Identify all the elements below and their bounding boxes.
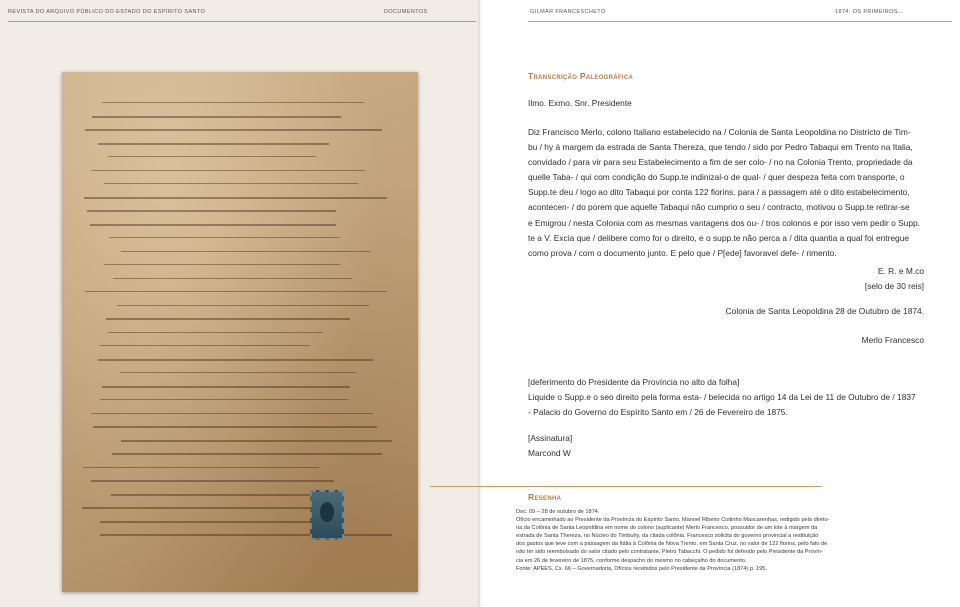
resenha-line: dos gastos que teve com a passagem da Itália à Colônia de Nova Trento, em Santa Cruz, no valor de 122 fiorins, pelo fato de <box>516 541 828 548</box>
deferimento-block <box>528 375 924 420</box>
petition-line: Supp.te deu / logo ao dito Tabaqui por conta 122 fiorins, para / a passagem até o dito estabelecimento, <box>528 187 910 198</box>
handwriting-stroke <box>111 494 340 496</box>
handwriting-stroke <box>120 372 356 373</box>
handwriting-stroke <box>121 440 392 442</box>
left-section-label: DOCUMENTOS <box>384 9 428 15</box>
handwriting-stroke <box>84 197 387 199</box>
resenha-line: estrada de Santa Thereza, no Núcleo do Timbuhy, da citada colônia. Francesco solicita do governo provincial a restituição <box>516 533 819 540</box>
handwriting-stroke <box>104 264 340 265</box>
handwriting-stroke <box>121 251 370 252</box>
petition-line: bu / hy á margem da estrada de Santa Thereza, que tendo / sido por Pedro Tabaqui em Trento na Italia, <box>528 142 913 153</box>
handwriting-stroke <box>108 156 316 157</box>
handwriting-stroke <box>113 278 352 279</box>
handwriting-stroke <box>93 426 377 428</box>
place-date: Colonia de Santa Leopoldina 28 de Outubro de 1874. <box>725 306 924 316</box>
resenha-line: Fonte: APEES, Cx. 66 – Governadoria, Ofícios recebidos pelo Presidente da Província (1874) p. 195. <box>516 565 767 572</box>
postage-stamp <box>310 490 344 540</box>
deferimento-line: [deferimento do Presidente da Província no alto da folha] <box>528 377 740 387</box>
petition-paragraph <box>528 125 924 261</box>
right-running-header-author: GILMAR FRANCESCHETO <box>530 9 606 15</box>
resenha-heading: Resenha <box>528 492 562 502</box>
petitioner-signature: Merlo Francesco <box>861 335 924 345</box>
closing-formula: E. R. e M.co <box>877 266 924 276</box>
handwriting-stroke <box>87 210 336 212</box>
handwriting-stroke <box>112 453 382 455</box>
handwriting-stroke <box>82 507 322 509</box>
stamp-portrait <box>320 502 334 522</box>
handwriting-stroke <box>85 129 382 131</box>
handwriting-stroke <box>98 143 329 145</box>
handwriting-stroke <box>91 480 334 482</box>
handwriting-stroke <box>90 224 336 226</box>
handwriting-stroke <box>91 413 373 414</box>
petition-line: quelle Taba- / qui com condição do Supp.te indinizal-o de qual- / quer despeza feita com transporte, o <box>528 172 905 183</box>
handwriting-stroke <box>104 183 358 184</box>
deferimento-line: - Palacio do Governo do Espírito Santo em / 26 de Fevereiro de 1875. <box>528 407 788 418</box>
handwriting-stroke <box>100 345 310 346</box>
resenha-line: cia em 26 de fevereiro de 1875, conforme despacho do mesmo no cabeçalho do documento. <box>516 557 747 564</box>
left-header-rule <box>8 21 476 22</box>
assinatura-name: Marcond W <box>528 448 571 459</box>
manuscript-photo <box>62 72 418 592</box>
right-running-header-chapter: 1874: OS PRIMEIROS... <box>835 9 904 15</box>
petition-line: e Emigrou / nesta Colonia com as mesmas vantagens dos ou- / tros colonos e por isso vem pedir o Supp. <box>528 217 920 228</box>
handwriting-stroke <box>109 237 340 238</box>
handwriting-stroke <box>100 399 348 400</box>
assinatura-block <box>528 431 924 461</box>
resenha-line: ria da Colônia de Santa Leopoldina em nome do colono (suplicante) Merlo Francesco, possuidor de um lote à margem da <box>516 525 818 532</box>
petition-line: como prova / com o documento junto. E pelo que / P[ede] favoravel defe- / rimento. <box>528 247 837 258</box>
petition-line: acontecen- / do porem que aquelle Tabaqui não cumprio o seu / contracto, motivou o Supp.te retirar-se <box>528 202 910 213</box>
handwriting-stroke <box>92 116 341 118</box>
page-gutter <box>478 0 484 607</box>
resenha-line: Ofício encaminhado ao Presidente da Província do Espírito Santo, Manoel Ribeiro Coitinho Mascarenhas, redigido pela direto- <box>516 517 830 524</box>
deferimento-line: Liquide o Supp.e o seo direito pela forma esta- / belecida no artigo 14 da Lei de 11 de Outubro de / 1837 <box>528 392 916 403</box>
handwriting-stroke <box>102 386 350 388</box>
handwriting-stroke <box>85 291 387 292</box>
handwriting-stroke <box>98 359 373 361</box>
transcription-heading: Transcrição Paleográfica <box>528 71 634 81</box>
handwriting-stroke <box>83 467 319 468</box>
resenha-line: Doc. 09 – 28 de outubro de 1874. <box>516 509 600 515</box>
right-header-rule <box>528 21 952 22</box>
resenha-rule <box>430 486 822 487</box>
petition-line: Diz Francisco Merlo, colono Italiano estabelecido na / Colonia de Santa Leopoldina no Districto de Tim- <box>528 127 911 137</box>
resenha-line: não ter sido reembolsado do valor citado pelo contratante, Pietro Tabacchi. O pedido foi deferido pelo Presidente da Provín- <box>516 549 823 556</box>
assinatura-label: [Assinatura] <box>528 433 573 443</box>
handwriting-stroke <box>108 332 323 333</box>
petition-line: convidado / para vir para seu Estabelecimento a fim de ser colo- / no na Colonia Trento, propriedade da <box>528 157 913 168</box>
handwriting-stroke <box>106 318 350 320</box>
handwriting-stroke <box>117 305 369 306</box>
stamp-note: [selo de 30 reis] <box>864 281 924 291</box>
salutation: Ilmo. Exmo. Snr. Presidente <box>528 98 632 108</box>
handwriting-stroke <box>100 534 392 536</box>
handwriting-stroke <box>102 102 364 103</box>
petition-line: te a V. Excia que / delibere como for o direito, e o supp.te não perca a / dita quantia a qual foi entregue <box>528 232 910 243</box>
resenha-text <box>516 508 936 573</box>
handwriting-stroke <box>100 521 310 523</box>
left-running-header: REVISTA DO ARQUIVO PÚBLICO DO ESTADO DO ESPÍRITO SANTO <box>8 9 206 15</box>
handwriting-stroke <box>91 170 365 171</box>
